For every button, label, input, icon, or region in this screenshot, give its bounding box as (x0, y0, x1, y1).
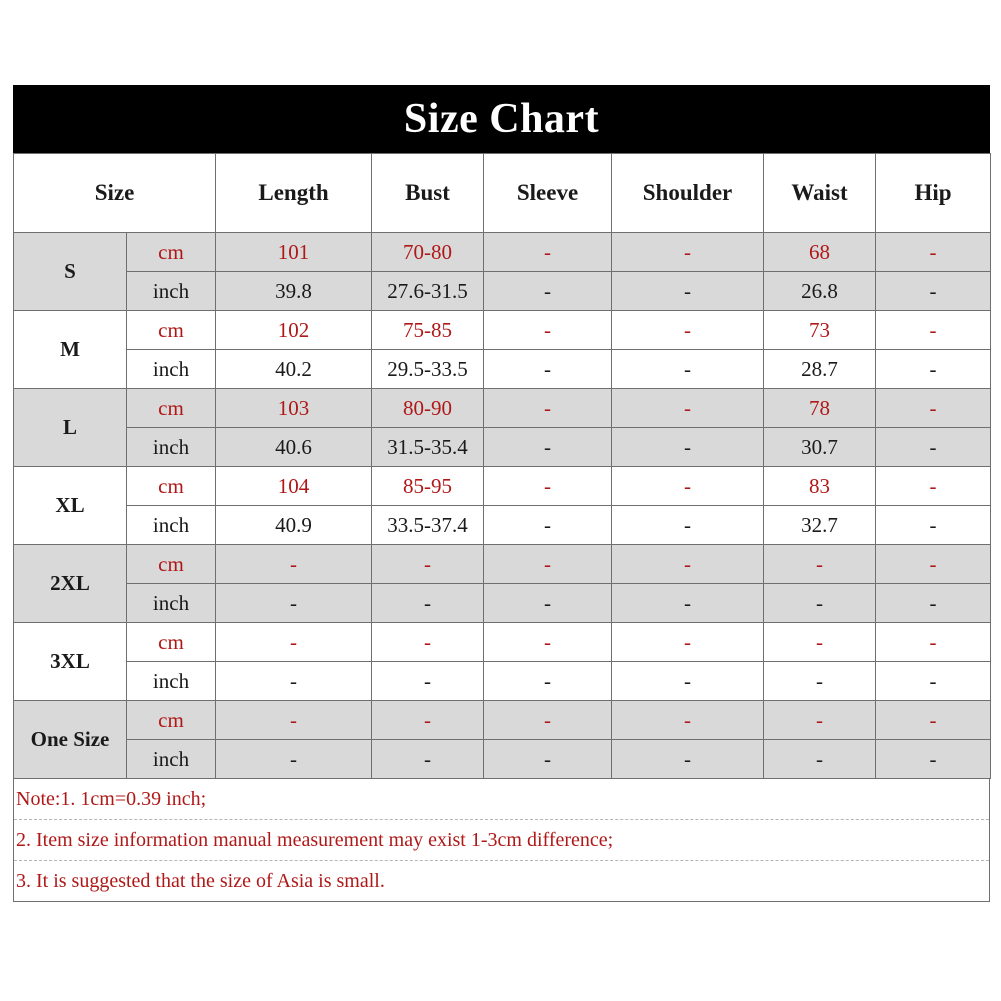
cell-bust-inch: 27.6-31.5 (372, 272, 484, 311)
cell-hip-inch: - (876, 272, 991, 311)
cell-waist-cm: 73 (764, 311, 876, 350)
cell-sleeve-cm: - (484, 623, 612, 662)
size-label: M (14, 311, 127, 389)
unit-label-cm: cm (127, 623, 216, 662)
cell-shoulder-cm: - (612, 233, 764, 272)
header-hip: Hip (876, 154, 991, 233)
unit-label-cm: cm (127, 467, 216, 506)
cell-hip-cm: - (876, 233, 991, 272)
unit-label-inch: inch (127, 506, 216, 545)
cell-waist-inch: - (764, 584, 876, 623)
header-shoulder: Shoulder (612, 154, 764, 233)
cell-waist-cm: - (764, 701, 876, 740)
cell-waist-inch: 30.7 (764, 428, 876, 467)
cell-waist-inch: 32.7 (764, 506, 876, 545)
cell-bust-cm: 80-90 (372, 389, 484, 428)
cell-hip-inch: - (876, 428, 991, 467)
size-row-2xl-inch (14, 584, 991, 623)
cell-length-cm: 104 (216, 467, 372, 506)
unit-label-inch: inch (127, 740, 216, 779)
cell-bust-inch: - (372, 584, 484, 623)
cell-sleeve-inch: - (484, 584, 612, 623)
cell-waist-cm: - (764, 545, 876, 584)
unit-label-cm: cm (127, 701, 216, 740)
size-table (13, 153, 991, 779)
cell-bust-inch: - (372, 662, 484, 701)
size-row-3xl-cm (14, 623, 991, 662)
cell-sleeve-inch: - (484, 272, 612, 311)
cell-bust-cm: - (372, 701, 484, 740)
cell-bust-cm: 85-95 (372, 467, 484, 506)
cell-length-inch: - (216, 662, 372, 701)
cell-waist-cm: 83 (764, 467, 876, 506)
size-row-xl-inch (14, 506, 991, 545)
cell-bust-cm: 75-85 (372, 311, 484, 350)
cell-sleeve-cm: - (484, 545, 612, 584)
header-size: Size (14, 154, 216, 233)
unit-label-inch: inch (127, 272, 216, 311)
cell-hip-cm: - (876, 389, 991, 428)
cell-shoulder-cm: - (612, 623, 764, 662)
cell-length-inch: - (216, 740, 372, 779)
cell-shoulder-cm: - (612, 545, 764, 584)
cell-bust-cm: - (372, 545, 484, 584)
unit-label-inch: inch (127, 350, 216, 389)
cell-sleeve-inch: - (484, 350, 612, 389)
cell-bust-inch: 29.5-33.5 (372, 350, 484, 389)
unit-label-cm: cm (127, 311, 216, 350)
size-row-one-size-cm (14, 701, 991, 740)
cell-shoulder-cm: - (612, 701, 764, 740)
size-label: S (14, 233, 127, 311)
cell-length-cm: - (216, 701, 372, 740)
cell-shoulder-inch: - (612, 506, 764, 545)
cell-length-cm: - (216, 623, 372, 662)
cell-length-cm: 102 (216, 311, 372, 350)
cell-waist-inch: 26.8 (764, 272, 876, 311)
cell-sleeve-cm: - (484, 389, 612, 428)
cell-shoulder-cm: - (612, 467, 764, 506)
cell-length-cm: 101 (216, 233, 372, 272)
size-row-m-cm (14, 311, 991, 350)
cell-hip-cm: - (876, 467, 991, 506)
cell-hip-cm: - (876, 311, 991, 350)
note-1: Note:1. 1cm=0.39 inch; (16, 787, 207, 810)
cell-shoulder-inch: - (612, 584, 764, 623)
cell-waist-inch: 28.7 (764, 350, 876, 389)
cell-hip-cm: - (876, 701, 991, 740)
cell-shoulder-inch: - (612, 272, 764, 311)
size-chart (13, 85, 990, 902)
cell-waist-cm: - (764, 623, 876, 662)
cell-length-cm: - (216, 545, 372, 584)
header-length: Length (216, 154, 372, 233)
cell-shoulder-inch: - (612, 662, 764, 701)
cell-sleeve-cm: - (484, 311, 612, 350)
cell-bust-cm: - (372, 623, 484, 662)
cell-hip-inch: - (876, 740, 991, 779)
cell-shoulder-cm: - (612, 389, 764, 428)
cell-sleeve-cm: - (484, 467, 612, 506)
cell-bust-inch: 33.5-37.4 (372, 506, 484, 545)
cell-sleeve-cm: - (484, 233, 612, 272)
size-label: 2XL (14, 545, 127, 623)
unit-label-inch: inch (127, 584, 216, 623)
cell-waist-cm: 68 (764, 233, 876, 272)
header-row (14, 154, 991, 233)
cell-bust-inch: 31.5-35.4 (372, 428, 484, 467)
cell-sleeve-inch: - (484, 662, 612, 701)
cell-shoulder-inch: - (612, 428, 764, 467)
cell-length-inch: - (216, 584, 372, 623)
cell-waist-cm: 78 (764, 389, 876, 428)
note-2: 2. Item size information manual measurement may exist 1-3cm difference; (14, 819, 989, 860)
cell-waist-inch: - (764, 662, 876, 701)
note-3: 3. It is suggested that the size of Asia is small. (14, 860, 989, 901)
cell-waist-inch: - (764, 740, 876, 779)
cell-hip-inch: - (876, 350, 991, 389)
cell-length-inch: 40.9 (216, 506, 372, 545)
size-row-s-cm (14, 233, 991, 272)
cell-shoulder-inch: - (612, 740, 764, 779)
size-table-body (14, 154, 991, 779)
cell-bust-cm: 70-80 (372, 233, 484, 272)
size-label: L (14, 389, 127, 467)
header-bust: Bust (372, 154, 484, 233)
size-label: One Size (14, 701, 127, 779)
unit-label-inch: inch (127, 428, 216, 467)
cell-shoulder-inch: - (612, 350, 764, 389)
size-row-3xl-inch (14, 662, 991, 701)
size-row-2xl-cm (14, 545, 991, 584)
cell-sleeve-inch: - (484, 740, 612, 779)
cell-sleeve-cm: - (484, 701, 612, 740)
unit-label-cm: cm (127, 389, 216, 428)
cell-bust-inch: - (372, 740, 484, 779)
cell-length-inch: 40.2 (216, 350, 372, 389)
cell-hip-cm: - (876, 623, 991, 662)
size-row-l-cm (14, 389, 991, 428)
header-waist: Waist (764, 154, 876, 233)
size-label: 3XL (14, 623, 127, 701)
cell-shoulder-cm: - (612, 311, 764, 350)
size-row-m-inch (14, 350, 991, 389)
cell-length-inch: 39.8 (216, 272, 372, 311)
size-row-l-inch (14, 428, 991, 467)
cell-hip-inch: - (876, 662, 991, 701)
size-row-s-inch (14, 272, 991, 311)
size-row-one-size-inch (14, 740, 991, 779)
cell-sleeve-inch: - (484, 428, 612, 467)
cell-hip-cm: - (876, 545, 991, 584)
cell-sleeve-inch: - (484, 506, 612, 545)
cell-length-cm: 103 (216, 389, 372, 428)
unit-label-cm: cm (127, 545, 216, 584)
unit-label-inch: inch (127, 662, 216, 701)
size-label: XL (14, 467, 127, 545)
cell-hip-inch: - (876, 506, 991, 545)
cell-length-inch: 40.6 (216, 428, 372, 467)
header-sleeve: Sleeve (484, 154, 612, 233)
notes-section (13, 779, 990, 902)
cell-hip-inch: - (876, 584, 991, 623)
unit-label-cm: cm (127, 233, 216, 272)
size-row-xl-cm (14, 467, 991, 506)
chart-title: Size Chart (13, 85, 990, 153)
